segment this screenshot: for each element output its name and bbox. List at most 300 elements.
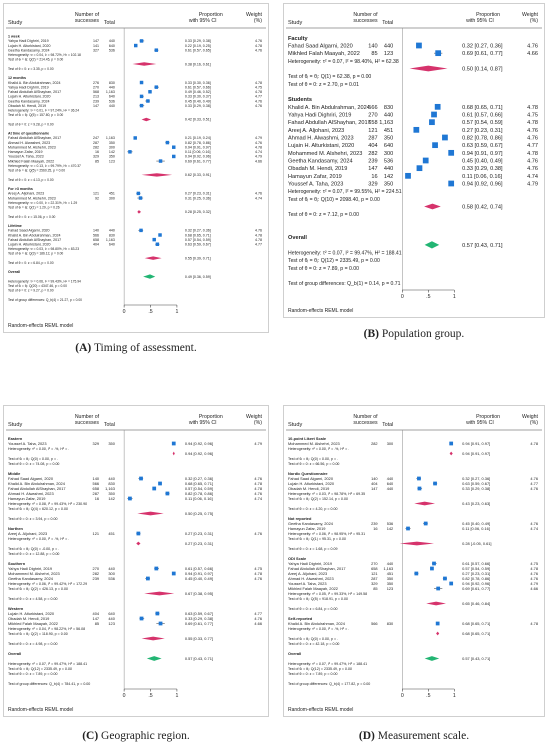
- pooled-ci-value: 0.38 [0.16, 0.61]: [184, 62, 211, 67]
- proportion-ci-value: 0.61 [0.57, 0.66]: [184, 85, 211, 90]
- successes-value: 566: [93, 233, 100, 238]
- proportion-ci-value: 0.82 [0.78, 0.86]: [184, 140, 211, 145]
- weight-value: 4.78: [255, 80, 262, 85]
- proportion-ci-value: 0.33 [0.30, 0.37]: [184, 94, 211, 99]
- pooled-ci-value: 0.55 [0.33, 0.77]: [184, 635, 213, 641]
- study-estimate-marker: [158, 233, 161, 236]
- model-footnote: Random-effects REML model: [8, 707, 74, 713]
- subgroup-diamond: [173, 452, 175, 456]
- x-axis-tick-label: 0: [122, 309, 126, 315]
- proportion-ci-value: 0.33 [0.30, 0.36]: [184, 80, 211, 85]
- subgroup-diamond: [144, 592, 174, 596]
- study-estimate-marker: [156, 243, 159, 246]
- subgroup-diamond: [142, 637, 165, 641]
- header-proportion: Proportion with 95% CI: [466, 12, 501, 24]
- summary-statistic-text: Test of θ = 0: z = 2.70, p = 0.01: [288, 81, 360, 88]
- study-name: Mohammed M. Alshehri, 2023: [288, 440, 340, 446]
- summary-statistic-text: Test of θ = 0: z = 6.84, p = 0.00: [8, 260, 54, 265]
- study-estimate-marker: [158, 482, 162, 486]
- subgroup-diamond: [137, 210, 141, 213]
- study-estimate-marker: [146, 99, 149, 102]
- summary-statistic-text: Test of θ = 0: z = 15.06, p = 0.00: [8, 214, 56, 219]
- subgroup-heading: Not reported: [288, 515, 312, 521]
- summary-statistic-text: Test of θᵢ = θⱼ: Q(3) = 186.12, p = 0.00: [8, 251, 64, 256]
- weight-value: 4.76: [255, 39, 262, 44]
- subgroup-heading: Faculty: [288, 35, 308, 42]
- weight-value: 4.78: [255, 233, 262, 238]
- successes-value: 329: [92, 440, 100, 446]
- study-estimate-marker: [423, 158, 429, 164]
- proportion-ci-value: 0.32 [0.27, 0.36]: [462, 43, 503, 50]
- x-axis-tick-label: .5: [148, 693, 153, 699]
- subgroup-heading: 1 week: [8, 34, 20, 39]
- summary-statistic-text: Heterogeneity: τ² = 0.06, I² = 99.43%, H² = 175.94: [8, 279, 81, 284]
- successes-value: 121: [93, 191, 100, 196]
- summary-statistic-text: Test of θᵢ = θⱼ: Q(5) = 157.80, p = 0.00: [8, 113, 64, 118]
- subgroup-diamond: [424, 204, 441, 210]
- summary-statistic-text: Heterogeneity: τ² = 0.04, I² = 98.72%, H² = 102.18: [8, 53, 81, 58]
- summary-statistic-text: Test of θᵢ = θⱼ: Q(0) = 0.00, p = .: [288, 456, 339, 461]
- summary-statistic-text: Test of θ = 0: z = 3.94, p = 0.00: [8, 516, 58, 521]
- forest-plot-panel-a: [3, 3, 269, 333]
- study-name: Obadah M. Hendi, 2019: [288, 166, 348, 173]
- successes-value: 147: [92, 615, 100, 621]
- pooled-ci-value: 0.28 [-0.05, 0.61]: [462, 540, 492, 546]
- proportion-ci-value: 0.32 [0.27, 0.36]: [184, 475, 213, 481]
- overall-diamond: [143, 274, 155, 278]
- model-footnote: Random-effects REML model: [288, 707, 354, 713]
- pooled-ci-value: 0.55 [0.39, 0.71]: [184, 256, 211, 261]
- successes-value: 404: [368, 143, 378, 150]
- summary-statistic-text: Test of θᵢ = θⱼ: Q(20) = 4347.46, p = 0.00: [8, 284, 67, 289]
- study-name: Areej A. Aljohani, 2023: [288, 127, 345, 134]
- subgroup-heading: 10-point Likert Scale: [288, 435, 327, 441]
- study-estimate-marker: [431, 112, 437, 118]
- pooled-ci-value: 0.58 [0.42, 0.74]: [462, 204, 503, 211]
- study-name: Areej A. Aljohani, 2023: [8, 191, 45, 196]
- proportion-ci-value: 0.11 [0.06, 0.16]: [462, 525, 490, 531]
- pooled-ci-value: 0.94 [0.91, 0.97]: [462, 450, 491, 456]
- successes-value: 287: [371, 575, 378, 581]
- successes-value: 566: [92, 480, 100, 486]
- header-study: Study: [288, 20, 303, 26]
- summary-statistic-text: Test of θ = 0: z = 7.12, p = 0.00: [288, 212, 360, 219]
- total-value: 440: [108, 475, 115, 481]
- successes-value: 16: [95, 150, 100, 155]
- weight-value: 4.77: [527, 143, 538, 150]
- successes-value: 287: [92, 490, 100, 496]
- total-value: 1,163: [379, 120, 394, 127]
- total-value: 640: [108, 242, 115, 247]
- proportion-ci-value: 0.49 [0.46, 0.52]: [184, 90, 211, 95]
- study-estimate-marker: [146, 577, 150, 581]
- study-estimate-marker: [137, 532, 141, 536]
- total-value: 142: [386, 525, 394, 531]
- successes-value: 147: [93, 103, 100, 108]
- pooled-ci-value: 0.62 [0.33, 0.91]: [184, 173, 211, 178]
- total-value: 142: [108, 495, 115, 501]
- study-name: Ahmad H. Alwashmi, 2023: [288, 135, 354, 142]
- pooled-ci-value: 0.27 [0.23, 0.31]: [184, 540, 213, 546]
- x-axis-tick-label: 0: [400, 294, 404, 300]
- x-axis-tick-label: .5: [426, 693, 431, 699]
- study-estimate-marker: [436, 622, 440, 626]
- proportion-ci-value: 0.27 [0.23, 0.31]: [184, 530, 213, 536]
- header-total: Total: [382, 20, 394, 26]
- summary-statistic-text: Test of θ = 0: z = 3.35, p = 0.00: [8, 66, 54, 71]
- summary-statistic-text: Test of θᵢ = θⱼ: Q(0) = 0.00, p = .: [8, 456, 59, 461]
- subgroup-heading: Eastern: [8, 435, 23, 441]
- total-value: 350: [383, 181, 394, 188]
- weight-value: 4.79: [255, 136, 262, 141]
- study-estimate-marker: [155, 85, 158, 88]
- weight-value: 4.78: [530, 565, 538, 571]
- summary-statistic-text: Test of θᵢ = θⱼ: Q(5) = 918.91, p = 0.00: [288, 596, 348, 601]
- study-name: Khalid A. Bin Abdulrahman, 2024: [8, 80, 61, 85]
- study-estimate-marker: [128, 150, 131, 153]
- summary-statistic-text: Test of θᵢ = θⱼ: Q(1) = 95.31, p = 0.00: [288, 536, 346, 541]
- study-name: Youssef A. Taha, 2023: [8, 440, 47, 446]
- summary-statistic-text: Test of θ = 0: z = 7.89, p = 0.00: [8, 671, 58, 676]
- study-estimate-marker: [432, 142, 438, 148]
- caption-d: [283, 730, 545, 742]
- subgroup-heading: Self-reported: [288, 615, 313, 621]
- pooled-ci-value: 0.57 [0.43, 0.71]: [462, 655, 491, 661]
- successes-value: 121: [92, 530, 100, 536]
- study-name: Yahya Hadi Dighriri, 2019: [8, 85, 49, 90]
- study-name: Mohammed M. Alshehri, 2023: [8, 196, 56, 201]
- successes-value: 329: [93, 154, 100, 159]
- weight-value: 4.78: [254, 480, 262, 486]
- header-proportion: Proportion with 95% CI: [188, 414, 223, 426]
- study-name: Fahad Saad Algarni, 2020: [8, 475, 53, 481]
- summary-statistic-text: Heterogeneity: τ² = 0.07, I² = 99.47%, H² = 188.41: [288, 250, 402, 257]
- forest-plot-svg: [4, 4, 268, 332]
- successes-value: 404: [371, 480, 378, 486]
- study-name: Khalid A. Bin Abdulrahman, 2024: [8, 233, 61, 238]
- study-name: Fahad Abdullah AlShayhan, 2017: [288, 565, 346, 571]
- study-estimate-marker: [433, 482, 437, 486]
- total-value: 640: [108, 43, 115, 48]
- subgroup-diamond: [414, 502, 435, 506]
- weight-value: 4.76: [530, 520, 538, 526]
- total-value: 440: [386, 560, 394, 566]
- summary-statistic-text: Heterogeneity: τ² = 0.06, I² = 98.95%, H² = 95.31: [288, 531, 366, 536]
- study-estimate-marker: [405, 173, 411, 179]
- weight-value: 4.78: [255, 90, 262, 95]
- pooled-ci-value: 0.50 [0.25, 0.75]: [184, 510, 213, 516]
- successes-value: 85: [373, 585, 378, 591]
- caption-b: [283, 328, 545, 340]
- successes-value: 404: [92, 610, 100, 616]
- proportion-ci-value: 0.94 [0.91, 0.97]: [462, 150, 503, 157]
- subgroup-diamond: [436, 632, 439, 636]
- proportion-ci-value: 0.27 [0.23, 0.31]: [184, 191, 211, 196]
- study-estimate-marker: [406, 527, 410, 531]
- successes-value: 282: [92, 570, 100, 576]
- study-estimate-marker: [140, 617, 144, 621]
- overall-diamond: [425, 656, 440, 661]
- study-name: Lujain H. Alturkistani, 2020: [8, 242, 51, 247]
- summary-statistic-text: Heterogeneity: τ² = 0.04, I² = 98.22%, H² = 56.08: [8, 626, 86, 631]
- successes-value: 239: [93, 99, 100, 104]
- header-study: Study: [8, 20, 23, 26]
- proportion-ci-value: 0.69 [0.61, 0.77]: [184, 620, 213, 626]
- study-name: Fahad Abdullah AlShayhan, 2017: [8, 485, 66, 491]
- study-estimate-marker: [172, 442, 176, 446]
- header-successes: Number of successes: [74, 414, 100, 426]
- study-name: Geetha Kandasamy, 2024: [288, 520, 333, 526]
- header-proportion: Proportion with 95% CI: [466, 414, 501, 426]
- study-estimate-marker: [140, 95, 143, 98]
- forest-plot-panel-d: [283, 405, 545, 717]
- summary-statistic-text: Heterogeneity: τ² = 0.08, I² = 99.43%, H² = 230.90: [8, 501, 88, 506]
- caption-c-text: Geographic region.: [101, 730, 190, 742]
- successes-value: 140: [371, 475, 378, 481]
- forest-plot-svg: [284, 4, 544, 317]
- successes-value: 239: [92, 575, 100, 581]
- weight-value: 4.75: [527, 112, 538, 119]
- subgroup-heading: Western: [8, 605, 24, 611]
- study-estimate-marker: [133, 136, 136, 139]
- weight-value: 4.78: [255, 43, 262, 48]
- subgroup-heading: Middle: [8, 470, 21, 476]
- summary-statistic-text: Test of θ = 0: z = 4.13, p = 0.00: [8, 177, 54, 182]
- weight-value: 4.79: [527, 181, 538, 188]
- summary-statistic-text: Heterogeneity: τ² = 0.07, I² = 99.47%, H² = 188.41: [8, 661, 88, 666]
- total-value: 123: [386, 585, 394, 591]
- caption-d-text: Measurement scale.: [377, 730, 470, 742]
- proportion-ci-value: 0.33 [0.29, 0.38]: [462, 485, 491, 491]
- study-name: Geetha Kandasamy, 2024: [8, 575, 53, 581]
- study-name: Lujain H. Alturkistani, 2020: [8, 94, 51, 99]
- study-name: Geetha Kandasamy, 2024: [8, 48, 50, 53]
- caption-c-label: (C): [82, 730, 99, 742]
- subgroup-diamond: [410, 66, 448, 72]
- caption-b-label: (B): [363, 328, 380, 340]
- study-estimate-marker: [140, 39, 143, 42]
- study-name: Khalid A. Bin Abdulrahman, 2024: [288, 620, 345, 626]
- summary-statistic-text: Test of θ = 0: z = 4.20, p = 0.00: [288, 506, 338, 511]
- forest-plot-panel-c: [3, 405, 269, 717]
- successes-value: 141: [93, 43, 100, 48]
- study-name: Mikhled Falah Maayah, 2022: [288, 585, 338, 591]
- successes-value: 270: [92, 565, 100, 571]
- proportion-ci-value: 0.94 [0.92, 0.96]: [462, 580, 491, 586]
- weight-value: 4.78: [255, 145, 262, 150]
- study-name: Fahad Abdullah AlShayhan, 2017: [8, 237, 62, 242]
- total-value: 830: [108, 480, 115, 486]
- header-study: Study: [288, 422, 303, 428]
- summary-statistic-text: Test of θᵢ = θⱼ: Q(10) = 2098.40, p = 0.00: [288, 196, 380, 203]
- proportion-ci-value: 0.33 [0.29, 0.38]: [184, 103, 211, 108]
- study-estimate-marker: [152, 487, 156, 491]
- weight-value: 4.74: [255, 150, 262, 155]
- total-value: 1,163: [105, 136, 115, 141]
- study-name: Lujain H. Alturkistani, 2020: [288, 480, 335, 486]
- proportion-ci-value: 0.61 [0.57, 0.66]: [462, 560, 491, 566]
- proportion-ci-value: 0.45 [0.40, 0.49]: [462, 158, 503, 165]
- study-estimate-marker: [417, 165, 423, 171]
- summary-statistic-text: Test of θᵢ = θⱼ: Q(2) = 118.90, p = 0.00: [8, 631, 68, 636]
- successes-value: 147: [93, 39, 100, 44]
- study-name: Hamayun Zafar, 2019: [8, 150, 43, 155]
- header-successes: Number of successes: [353, 414, 378, 426]
- subgroup-heading: Nordic Questionnaire: [288, 470, 328, 476]
- weight-value: 4.76: [530, 485, 538, 491]
- header-weight: Weight (%): [521, 414, 538, 426]
- total-value: 440: [108, 39, 115, 44]
- weight-value: 4.75: [255, 85, 262, 90]
- successes-value: 658: [93, 237, 100, 242]
- study-estimate-marker: [414, 572, 418, 576]
- proportion-ci-value: 0.57 [0.54, 0.59]: [184, 485, 213, 491]
- total-value: 830: [108, 233, 115, 238]
- proportion-ci-value: 0.63 [0.59, 0.67]: [462, 143, 503, 150]
- summary-statistic-text: Test of θ = 0: z = 42.18, p = 0.00: [288, 641, 340, 646]
- pooled-ci-value: 0.50 [0.14, 0.87]: [462, 66, 503, 73]
- pooled-ci-value: 0.49 [0.36, 0.59]: [184, 274, 211, 279]
- proportion-ci-value: 0.68 [0.65, 0.71]: [462, 620, 491, 626]
- summary-statistic-text: Test of θᵢ = θⱼ: Q(2) = 426.13, p = 0.00: [8, 586, 68, 591]
- study-name: Obadah M. Hendi, 2019: [8, 615, 50, 621]
- successes-value: 92: [95, 196, 100, 201]
- weight-value: 4.76: [254, 615, 262, 621]
- proportion-ci-value: 0.63 [0.59, 0.67]: [184, 242, 211, 247]
- study-name: Khalid A. Bin Abdulrahman, 2024: [288, 104, 370, 111]
- summary-statistic-text: Heterogeneity: τ² = 0.07, I² = 99.47%, H² = 188.41: [288, 661, 368, 666]
- proportion-ci-value: 0.94 [0.91, 0.97]: [184, 570, 213, 576]
- weight-value: 4.66: [254, 620, 262, 626]
- weight-value: 4.75: [530, 560, 538, 566]
- study-name: Geetha Kandasamy, 2024: [8, 99, 50, 104]
- total-value: 142: [383, 173, 394, 180]
- summary-statistic-text: Test of group differences: Q_b(4) = 177.82, p = 0.00: [288, 681, 371, 686]
- study-estimate-marker: [139, 196, 142, 199]
- total-value: 350: [108, 490, 115, 496]
- subgroup-diamond: [136, 542, 140, 546]
- x-axis-tick-label: 1: [452, 693, 456, 699]
- caption-a-label: (A): [75, 342, 92, 354]
- successes-value: 566: [368, 104, 378, 111]
- total-value: 1,163: [105, 90, 115, 95]
- weight-value: 4.78: [254, 485, 262, 491]
- summary-statistic-text: Heterogeneity: τ² = 0.07, I² = 99.55%, H² = 224.51: [288, 189, 402, 196]
- successes-value: 404: [93, 242, 100, 247]
- proportion-ci-value: 0.31 [0.25, 0.36]: [184, 196, 211, 201]
- study-name: Lujain H. Alturkistani, 2020: [8, 610, 55, 616]
- header-proportion: Proportion with 95% CI: [188, 12, 223, 24]
- weight-value: 4.77: [255, 94, 262, 99]
- header-total: Total: [382, 422, 394, 428]
- caption-a-text: Timing of assessment.: [93, 342, 197, 354]
- total-value: 440: [386, 475, 394, 481]
- total-value: 536: [383, 158, 394, 165]
- summary-statistic-text: Heterogeneity: τ² = 0.03, I² = 98.80%, H² = 83.23: [8, 247, 80, 252]
- proportion-ci-value: 0.45 [0.40, 0.49]: [184, 575, 213, 581]
- study-name: Yahya Hadi Dighriri, 2019: [288, 560, 333, 566]
- header-weight: Weight (%): [245, 414, 262, 426]
- summary-statistic-text: Test of group differences: Q_b(4) = 21.27, p = 0.00: [8, 297, 82, 302]
- successes-value: 276: [93, 80, 100, 85]
- successes-value: 327: [93, 48, 100, 53]
- weight-value: 4.76: [527, 166, 538, 173]
- weight-value: 4.76: [254, 490, 262, 496]
- proportion-ci-value: 0.61 [0.57, 0.66]: [462, 112, 503, 119]
- successes-value: 16: [373, 525, 378, 531]
- successes-value: 121: [371, 570, 378, 576]
- weight-value: 4.76: [255, 48, 262, 53]
- proportion-ci-value: 0.61 [0.57, 0.66]: [184, 565, 213, 571]
- study-name: Mikhled Falah Maayah, 2022: [8, 620, 58, 626]
- pooled-ci-value: 0.68 [0.65, 0.71]: [462, 630, 491, 636]
- proportion-ci-value: 0.68 [0.65, 0.71]: [462, 104, 503, 111]
- total-value: 300: [108, 570, 115, 576]
- study-estimate-marker: [417, 477, 421, 481]
- weight-value: 4.78: [527, 150, 538, 157]
- header-total: Total: [103, 422, 115, 428]
- summary-statistic-text: Test of θᵢ = θⱼ: Q(1) = 62.38, p = 0.00: [288, 74, 372, 81]
- subgroup-heading: Students: [288, 97, 312, 104]
- successes-value: 140: [92, 475, 100, 481]
- study-estimate-marker: [424, 522, 428, 526]
- total-value: 451: [386, 570, 394, 576]
- total-value: 830: [108, 80, 115, 85]
- study-estimate-marker: [449, 442, 453, 446]
- proportion-ci-value: 0.11 [0.06, 0.16]: [184, 495, 213, 501]
- weight-value: 4.79: [254, 440, 262, 446]
- summary-statistic-text: Heterogeneity: τ² = 0.13, I² = 99.79%, H² = 470.37: [8, 163, 81, 168]
- subgroup-heading: Overall: [288, 650, 302, 656]
- summary-statistic-text: Test of θ = 0: z = 74.08, p = 0.00: [8, 461, 60, 466]
- weight-value: 4.76: [530, 575, 538, 581]
- summary-statistic-text: Test of θᵢ = θⱼ: Q(2) = 152.14, p = 0.00: [288, 496, 348, 501]
- summary-statistic-text: Test of θᵢ = θⱼ: Q(4) = 620.12, p = 0.00: [8, 506, 68, 511]
- total-value: 440: [383, 112, 394, 119]
- successes-value: 282: [371, 440, 378, 446]
- study-name: Areej A. Aljohani, 2023: [288, 570, 328, 576]
- study-name: Youssef A. Taha, 2023: [288, 181, 344, 188]
- total-value: 300: [386, 440, 394, 446]
- study-name: Obadah M. Hendi, 2019: [8, 103, 47, 108]
- header-study: Study: [8, 422, 23, 428]
- total-value: 300: [383, 150, 394, 157]
- total-value: 350: [108, 140, 115, 145]
- weight-value: 4.74: [254, 495, 262, 501]
- pooled-ci-value: 0.65 [0.46, 0.84]: [462, 600, 491, 606]
- study-estimate-marker: [435, 104, 441, 110]
- header-successes: Number of successes: [74, 12, 100, 24]
- total-value: 536: [108, 99, 115, 104]
- weight-value: 4.76: [530, 475, 538, 481]
- proportion-ci-value: 0.33 [0.29, 0.38]: [462, 166, 503, 173]
- total-value: 440: [108, 565, 115, 571]
- study-name: Fahad Saad Algarni, 2020: [8, 228, 50, 233]
- proportion-ci-value: 0.68 [0.65, 0.71]: [184, 480, 213, 486]
- successes-value: 16: [371, 173, 378, 180]
- study-name: Youssef A. Taha, 2023: [288, 580, 327, 586]
- proportion-ci-value: 0.94 [0.92, 0.96]: [184, 440, 213, 446]
- total-value: 440: [108, 228, 115, 233]
- proportion-ci-value: 0.22 [0.19, 0.25]: [184, 43, 211, 48]
- successes-value: 329: [371, 580, 378, 586]
- model-footnote: Random-effects REML model: [288, 308, 354, 314]
- header-weight: Weight (%): [521, 12, 538, 24]
- successes-value: 658: [368, 120, 378, 127]
- successes-value: 121: [368, 127, 378, 134]
- summary-statistic-text: Heterogeneity: τ² = 0.05, I² = 99.33%, H² = 149.58: [288, 591, 368, 596]
- study-name: Lujain H. Alturkistani, 2020: [8, 43, 51, 48]
